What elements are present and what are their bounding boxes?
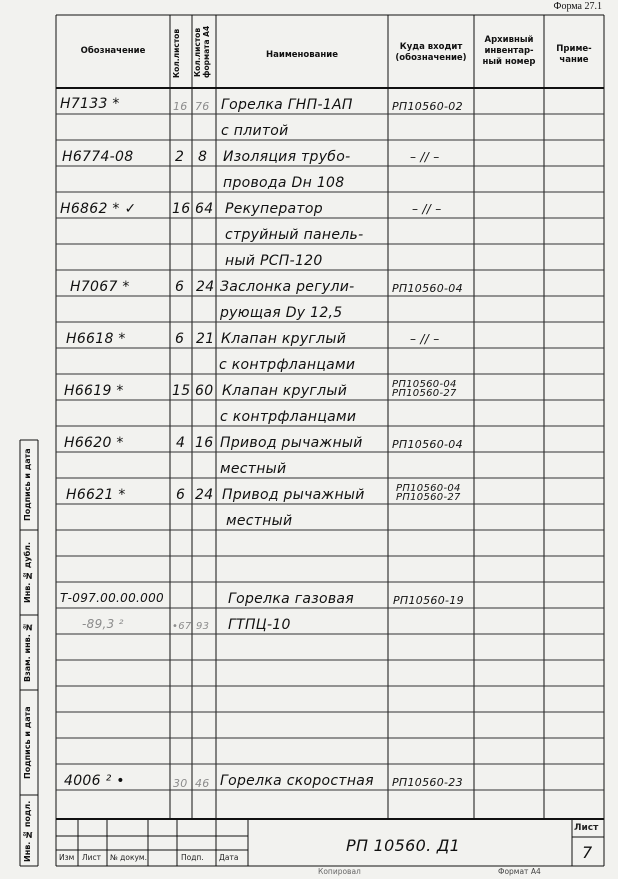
row-12-sheets: 15 (172, 383, 191, 399)
header-where-used-line2: (обозначение) (395, 53, 467, 63)
row-7-name: ный РСП-120 (225, 253, 323, 269)
row-18-designation: Т-097.00.00.000 (60, 591, 164, 605)
header-where-used (388, 42, 474, 64)
header-note (544, 44, 604, 66)
tb-sign: Подп. (181, 853, 204, 862)
row-12-where-1: РП10560-04 (392, 379, 457, 390)
row-1-where: РП10560-02 (392, 100, 463, 113)
header-archive-line3: ный номер (482, 57, 536, 67)
row-15-name: местный (220, 461, 287, 477)
tb-izm: Изм (59, 853, 75, 862)
header-archive-line1: Архивный (484, 35, 534, 45)
row-8-a4: 24 (196, 279, 215, 295)
row-13-name: с контрфланцами (220, 409, 357, 425)
row-16-a4: 24 (195, 487, 214, 503)
row-14-where: РП10560-04 (392, 438, 463, 451)
sheet-number: 7 (582, 843, 593, 862)
row-20-a4: 46 (195, 777, 210, 790)
row-1-name: Горелка ГНП-1АП (221, 97, 353, 113)
row-8-where: РП10560-04 (392, 282, 463, 295)
row-16-sheets: 6 (176, 487, 186, 503)
row-12-a4: 60 (195, 383, 214, 399)
row-4-name: провода Dн 108 (223, 175, 345, 191)
row-12-where-2: РП10560-27 (392, 388, 457, 399)
row-8-name: Заслонка регули- (220, 279, 355, 295)
row-14-name: Привод рычажный (220, 435, 363, 451)
footer-format: Формат А4 (498, 867, 541, 876)
sheet-label: Лист (574, 823, 599, 833)
row-17-name: местный (226, 513, 293, 529)
row-10-designation: Н6618 * (66, 331, 126, 347)
row-16-where-1: РП10560-04 (396, 483, 461, 494)
row-16-where-2: РП10560-27 (396, 492, 461, 503)
row-3-sheets: 2 (175, 149, 185, 165)
header-where-used-line1: Куда входит (399, 42, 463, 52)
row-12-name: Клапан круглый (222, 383, 348, 399)
side-signature-date-top: Подпись и дата (23, 448, 32, 522)
form-number-label: Форма 27.1 (553, 1, 602, 12)
header-archive-line2: инвентар- (484, 46, 534, 56)
row-3-name: Изоляция трубо- (223, 149, 351, 165)
row-12-designation: Н6619 * (64, 383, 124, 399)
row-5-a4: 64 (195, 201, 214, 217)
row-18-name: Горелка газовая (228, 591, 354, 607)
side-replace-inv: Взам. инв. № (23, 622, 32, 683)
header-designation: Обозначение (80, 46, 146, 56)
header-archive (474, 35, 544, 68)
doc-number: РП 10560. Д1 (346, 836, 461, 855)
row-3-a4: 8 (198, 149, 208, 165)
tb-list: Лист (82, 853, 102, 862)
row-19-a4: 93 (196, 621, 210, 632)
row-20-name: Горелка скоростная (220, 773, 374, 789)
row-14-designation: Н6620 * (64, 435, 124, 451)
tb-date: Дата (219, 853, 239, 862)
row-6-name: струйный панель- (225, 227, 364, 243)
row-9-name: рующая Dу 12,5 (220, 305, 343, 321)
side-orig-inv: Инв. № подл. (23, 800, 32, 862)
row-16-designation: Н6621 * (66, 487, 126, 503)
row-3-designation: Н6774-08 (62, 149, 134, 165)
tb-doc: № докум. (110, 853, 147, 862)
side-dup-inv: Инв. № дубл. (23, 541, 32, 604)
row-19-name: ГТПЦ-10 (228, 617, 291, 633)
row-1-designation: Н7133 * (60, 96, 120, 112)
header-note-line2: чание (559, 55, 589, 65)
row-10-where: – // – (410, 332, 440, 346)
row-5-sheets: 16 (172, 201, 191, 217)
row-5-designation: Н6862 * ✓ (60, 201, 137, 217)
header-note-line1: Приме- (556, 44, 592, 54)
row-20-sheets: 30 (173, 777, 188, 790)
header-sheets-count: Кол.листов (172, 28, 181, 78)
row-8-sheets: 6 (175, 279, 185, 295)
footer-copied: Копировал (318, 867, 361, 876)
row-10-a4: 21 (196, 331, 215, 347)
row-19-designation: -89,3 ² (82, 617, 124, 631)
row-8-designation: Н7067 * (70, 279, 130, 295)
row-14-sheets: 4 (176, 435, 186, 451)
row-10-sheets: 6 (175, 331, 185, 347)
row-11-name: с контрфланцами (219, 357, 356, 373)
row-20-where: РП10560-23 (392, 776, 463, 789)
header-name: Наименование (266, 50, 338, 60)
row-2-name: с плитой (221, 123, 289, 139)
row-20-designation: 4006 ² • (64, 773, 125, 789)
row-3-where: – // – (410, 150, 440, 164)
row-18-where: РП10560-19 (393, 594, 464, 607)
row-5-name: Рекуператор (225, 201, 323, 217)
row-16-name: Привод рычажный (222, 487, 365, 503)
side-signature-date-bottom: Подпись и дата (23, 706, 32, 779)
row-5-where: – // – (412, 202, 442, 216)
row-1-sheets: 16 (173, 100, 188, 113)
header-a4-count: Кол.листов формата А4 (193, 25, 211, 79)
row-14-a4: 16 (195, 435, 214, 451)
row-10-name: Клапан круглый (221, 331, 347, 347)
row-1-a4: 76 (195, 100, 210, 113)
row-19-sheets: •67 (172, 621, 192, 632)
